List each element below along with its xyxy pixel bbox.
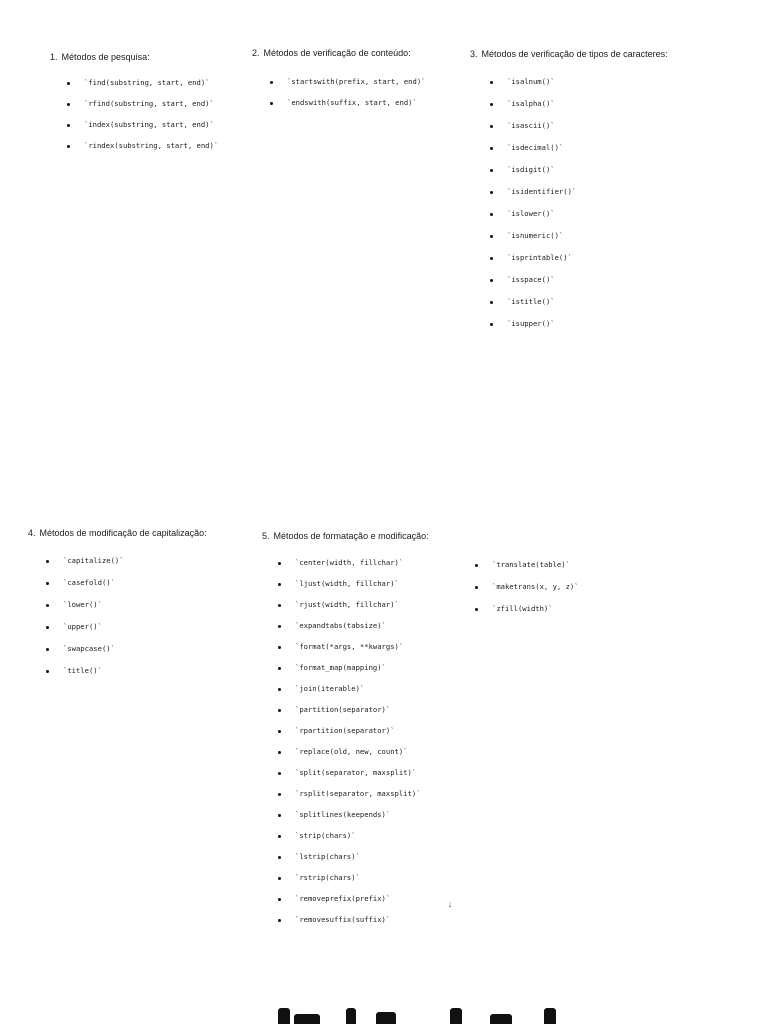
- method-signature: `lower()`: [63, 600, 102, 609]
- list-item: [45, 578, 124, 588]
- method-signature: `format(*args, **kwargs)`: [295, 642, 404, 651]
- bullet-icon: [490, 191, 493, 194]
- bullet-icon: [278, 562, 281, 565]
- method-signature: `center(width, fillchar)`: [295, 558, 404, 567]
- list-item: [489, 121, 576, 131]
- method-signature: `isalpha()`: [507, 99, 555, 108]
- list-item: [66, 120, 218, 130]
- list-item: [45, 556, 124, 566]
- list-item: [269, 98, 425, 108]
- section-number: 1.: [50, 52, 58, 62]
- list-item: [277, 852, 421, 862]
- list-item: [277, 768, 421, 778]
- method-list-search: [66, 78, 218, 162]
- list-item: [277, 663, 421, 673]
- method-signature: `ljust(width, fillchar)`: [295, 579, 399, 588]
- list-item: [45, 644, 124, 654]
- bullet-icon: [46, 670, 49, 673]
- bullet-icon: [67, 145, 70, 148]
- section-title-text: Métodos de pesquisa:: [61, 52, 150, 62]
- method-signature: `startswith(prefix, start, end)`: [287, 77, 426, 86]
- bullet-icon: [490, 279, 493, 282]
- method-signature: `isascii()`: [507, 121, 555, 130]
- list-item: [489, 209, 576, 219]
- list-item: [277, 894, 421, 904]
- bullet-icon: [46, 560, 49, 563]
- list-item: [277, 579, 421, 589]
- list-item: [489, 319, 576, 329]
- bullet-icon: [278, 751, 281, 754]
- method-signature: `isprintable()`: [507, 253, 572, 262]
- bullet-icon: [490, 81, 493, 84]
- bullet-icon: [278, 793, 281, 796]
- method-signature: `isupper()`: [507, 319, 555, 328]
- list-item: [45, 600, 124, 610]
- bullet-icon: [278, 730, 281, 733]
- bullet-icon: [490, 301, 493, 304]
- list-item: [66, 141, 218, 151]
- method-signature: `partition(separator)`: [295, 705, 391, 714]
- method-signature: `casefold()`: [63, 578, 115, 587]
- list-item: [277, 789, 421, 799]
- bullet-icon: [278, 625, 281, 628]
- bullet-icon: [278, 709, 281, 712]
- list-item: [277, 726, 421, 736]
- bullet-icon: [270, 81, 273, 84]
- list-item: [489, 297, 576, 307]
- list-item: [489, 143, 576, 153]
- method-signature: `isspace()`: [507, 275, 555, 284]
- method-signature: `capitalize()`: [63, 556, 124, 565]
- method-signature: `format_map(mapping)`: [295, 663, 386, 672]
- method-signature: `find(substring, start, end)`: [84, 78, 210, 87]
- list-item: [277, 684, 421, 694]
- section-title-formatting: [262, 530, 429, 542]
- list-item: [474, 582, 579, 592]
- method-signature: `removeprefix(prefix)`: [295, 894, 391, 903]
- bullet-icon: [475, 608, 478, 611]
- list-item: [277, 558, 421, 568]
- method-signature: `isidentifier()`: [507, 187, 577, 196]
- section-title-text: Métodos de verificação de conteúdo:: [263, 48, 411, 58]
- method-list-formatting: [277, 558, 421, 936]
- section-title-search: [50, 51, 150, 63]
- method-signature: `isnumeric()`: [507, 231, 564, 240]
- method-signature: `rfind(substring, start, end)`: [84, 99, 214, 108]
- method-signature: `lstrip(chars)`: [295, 852, 360, 861]
- bullet-icon: [490, 235, 493, 238]
- method-signature: `islower()`: [507, 209, 555, 218]
- bullet-icon: [278, 877, 281, 880]
- method-signature: `zfill(width)`: [492, 604, 553, 613]
- bullet-icon: [46, 648, 49, 651]
- list-item: [277, 747, 421, 757]
- bullet-icon: [278, 856, 281, 859]
- bullet-icon: [490, 169, 493, 172]
- bullet-icon: [490, 103, 493, 106]
- bullet-icon: [475, 586, 478, 589]
- bullet-icon: [490, 323, 493, 326]
- bullet-icon: [278, 772, 281, 775]
- method-signature: `title()`: [63, 666, 102, 675]
- bullet-icon: [278, 835, 281, 838]
- section-title-text: Métodos de modificação de capitalização:: [39, 528, 207, 538]
- method-signature: `rstrip(chars)`: [295, 873, 360, 882]
- list-item: [489, 253, 576, 263]
- bullet-icon: [490, 213, 493, 216]
- method-signature: `istitle()`: [507, 297, 555, 306]
- list-item: [277, 621, 421, 631]
- method-signature: `removesuffix(suffix)`: [295, 915, 391, 924]
- bullet-icon: [278, 604, 281, 607]
- method-signature: `rjust(width, fillchar)`: [295, 600, 399, 609]
- list-item: [489, 165, 576, 175]
- section-title-text: Métodos de verificação de tipos de caracteres:: [481, 49, 668, 59]
- method-signature: `swapcase()`: [63, 644, 115, 653]
- method-signature: `endswith(suffix, start, end)`: [287, 98, 417, 107]
- bullet-icon: [278, 919, 281, 922]
- method-signature: `upper()`: [63, 622, 102, 631]
- section-title-content-check: [252, 47, 411, 59]
- list-item: [489, 187, 576, 197]
- section-number: 4.: [28, 528, 36, 538]
- method-signature: `rindex(substring, start, end)`: [84, 141, 219, 150]
- method-signature: `translate(table)`: [492, 560, 570, 569]
- method-signature: `isalnum()`: [507, 77, 555, 86]
- bullet-icon: [278, 898, 281, 901]
- bullet-icon: [490, 147, 493, 150]
- method-list-char-type-check: [489, 77, 576, 341]
- method-signature: `splitlines(keepends)`: [295, 810, 391, 819]
- method-list-formatting-continued: [474, 560, 579, 626]
- list-item: [277, 642, 421, 652]
- list-item: [489, 77, 576, 87]
- list-item: [269, 77, 425, 87]
- method-signature: `split(separator, maxsplit)`: [295, 768, 417, 777]
- section-title-case-modification: [28, 527, 207, 539]
- bullet-icon: [270, 102, 273, 105]
- list-item: [489, 231, 576, 241]
- partial-heading-cutoff: [200, 1008, 600, 1024]
- method-list-content-check: [269, 77, 425, 119]
- list-item: [277, 705, 421, 715]
- list-item: [277, 915, 421, 925]
- bullet-icon: [278, 814, 281, 817]
- list-item: [277, 810, 421, 820]
- list-item: [45, 666, 124, 676]
- bullet-icon: [278, 667, 281, 670]
- bullet-icon: [278, 583, 281, 586]
- method-signature: `replace(old, new, count)`: [295, 747, 408, 756]
- method-signature: `rsplit(separator, maxsplit)`: [295, 789, 421, 798]
- list-item: [474, 604, 579, 614]
- method-signature: `index(substring, start, end)`: [84, 120, 214, 129]
- list-item: [66, 78, 218, 88]
- method-list-case-modification: [45, 556, 124, 688]
- bullet-icon: [67, 124, 70, 127]
- bullet-icon: [67, 82, 70, 85]
- list-item: [277, 873, 421, 883]
- bullet-icon: [46, 582, 49, 585]
- list-item: [277, 600, 421, 610]
- section-title-char-type-check: [470, 48, 668, 60]
- bullet-icon: [490, 257, 493, 260]
- bullet-icon: [278, 688, 281, 691]
- bullet-icon: [46, 626, 49, 629]
- section-title-text: Métodos de formatação e modificação:: [273, 531, 429, 541]
- bullet-icon: [67, 103, 70, 106]
- bullet-icon: [490, 125, 493, 128]
- list-item: [489, 99, 576, 109]
- method-signature: `isdecimal()`: [507, 143, 564, 152]
- section-number: 3.: [470, 49, 478, 59]
- bullet-icon: [278, 646, 281, 649]
- method-signature: `maketrans(x, y, z)`: [492, 582, 579, 591]
- method-signature: `strip(chars)`: [295, 831, 356, 840]
- list-item: [489, 275, 576, 285]
- method-signature: `expandtabs(tabsize)`: [295, 621, 386, 630]
- method-signature: `isdigit()`: [507, 165, 555, 174]
- section-number: 5.: [262, 531, 270, 541]
- list-item: [277, 831, 421, 841]
- arrow-down-icon[interactable]: ↓: [447, 899, 453, 909]
- list-item: [474, 560, 579, 570]
- list-item: [45, 622, 124, 632]
- method-signature: `rpartition(separator)`: [295, 726, 395, 735]
- list-item: [66, 99, 218, 109]
- bullet-icon: [46, 604, 49, 607]
- bullet-icon: [475, 564, 478, 567]
- section-number: 2.: [252, 48, 260, 58]
- method-signature: `join(iterable)`: [295, 684, 365, 693]
